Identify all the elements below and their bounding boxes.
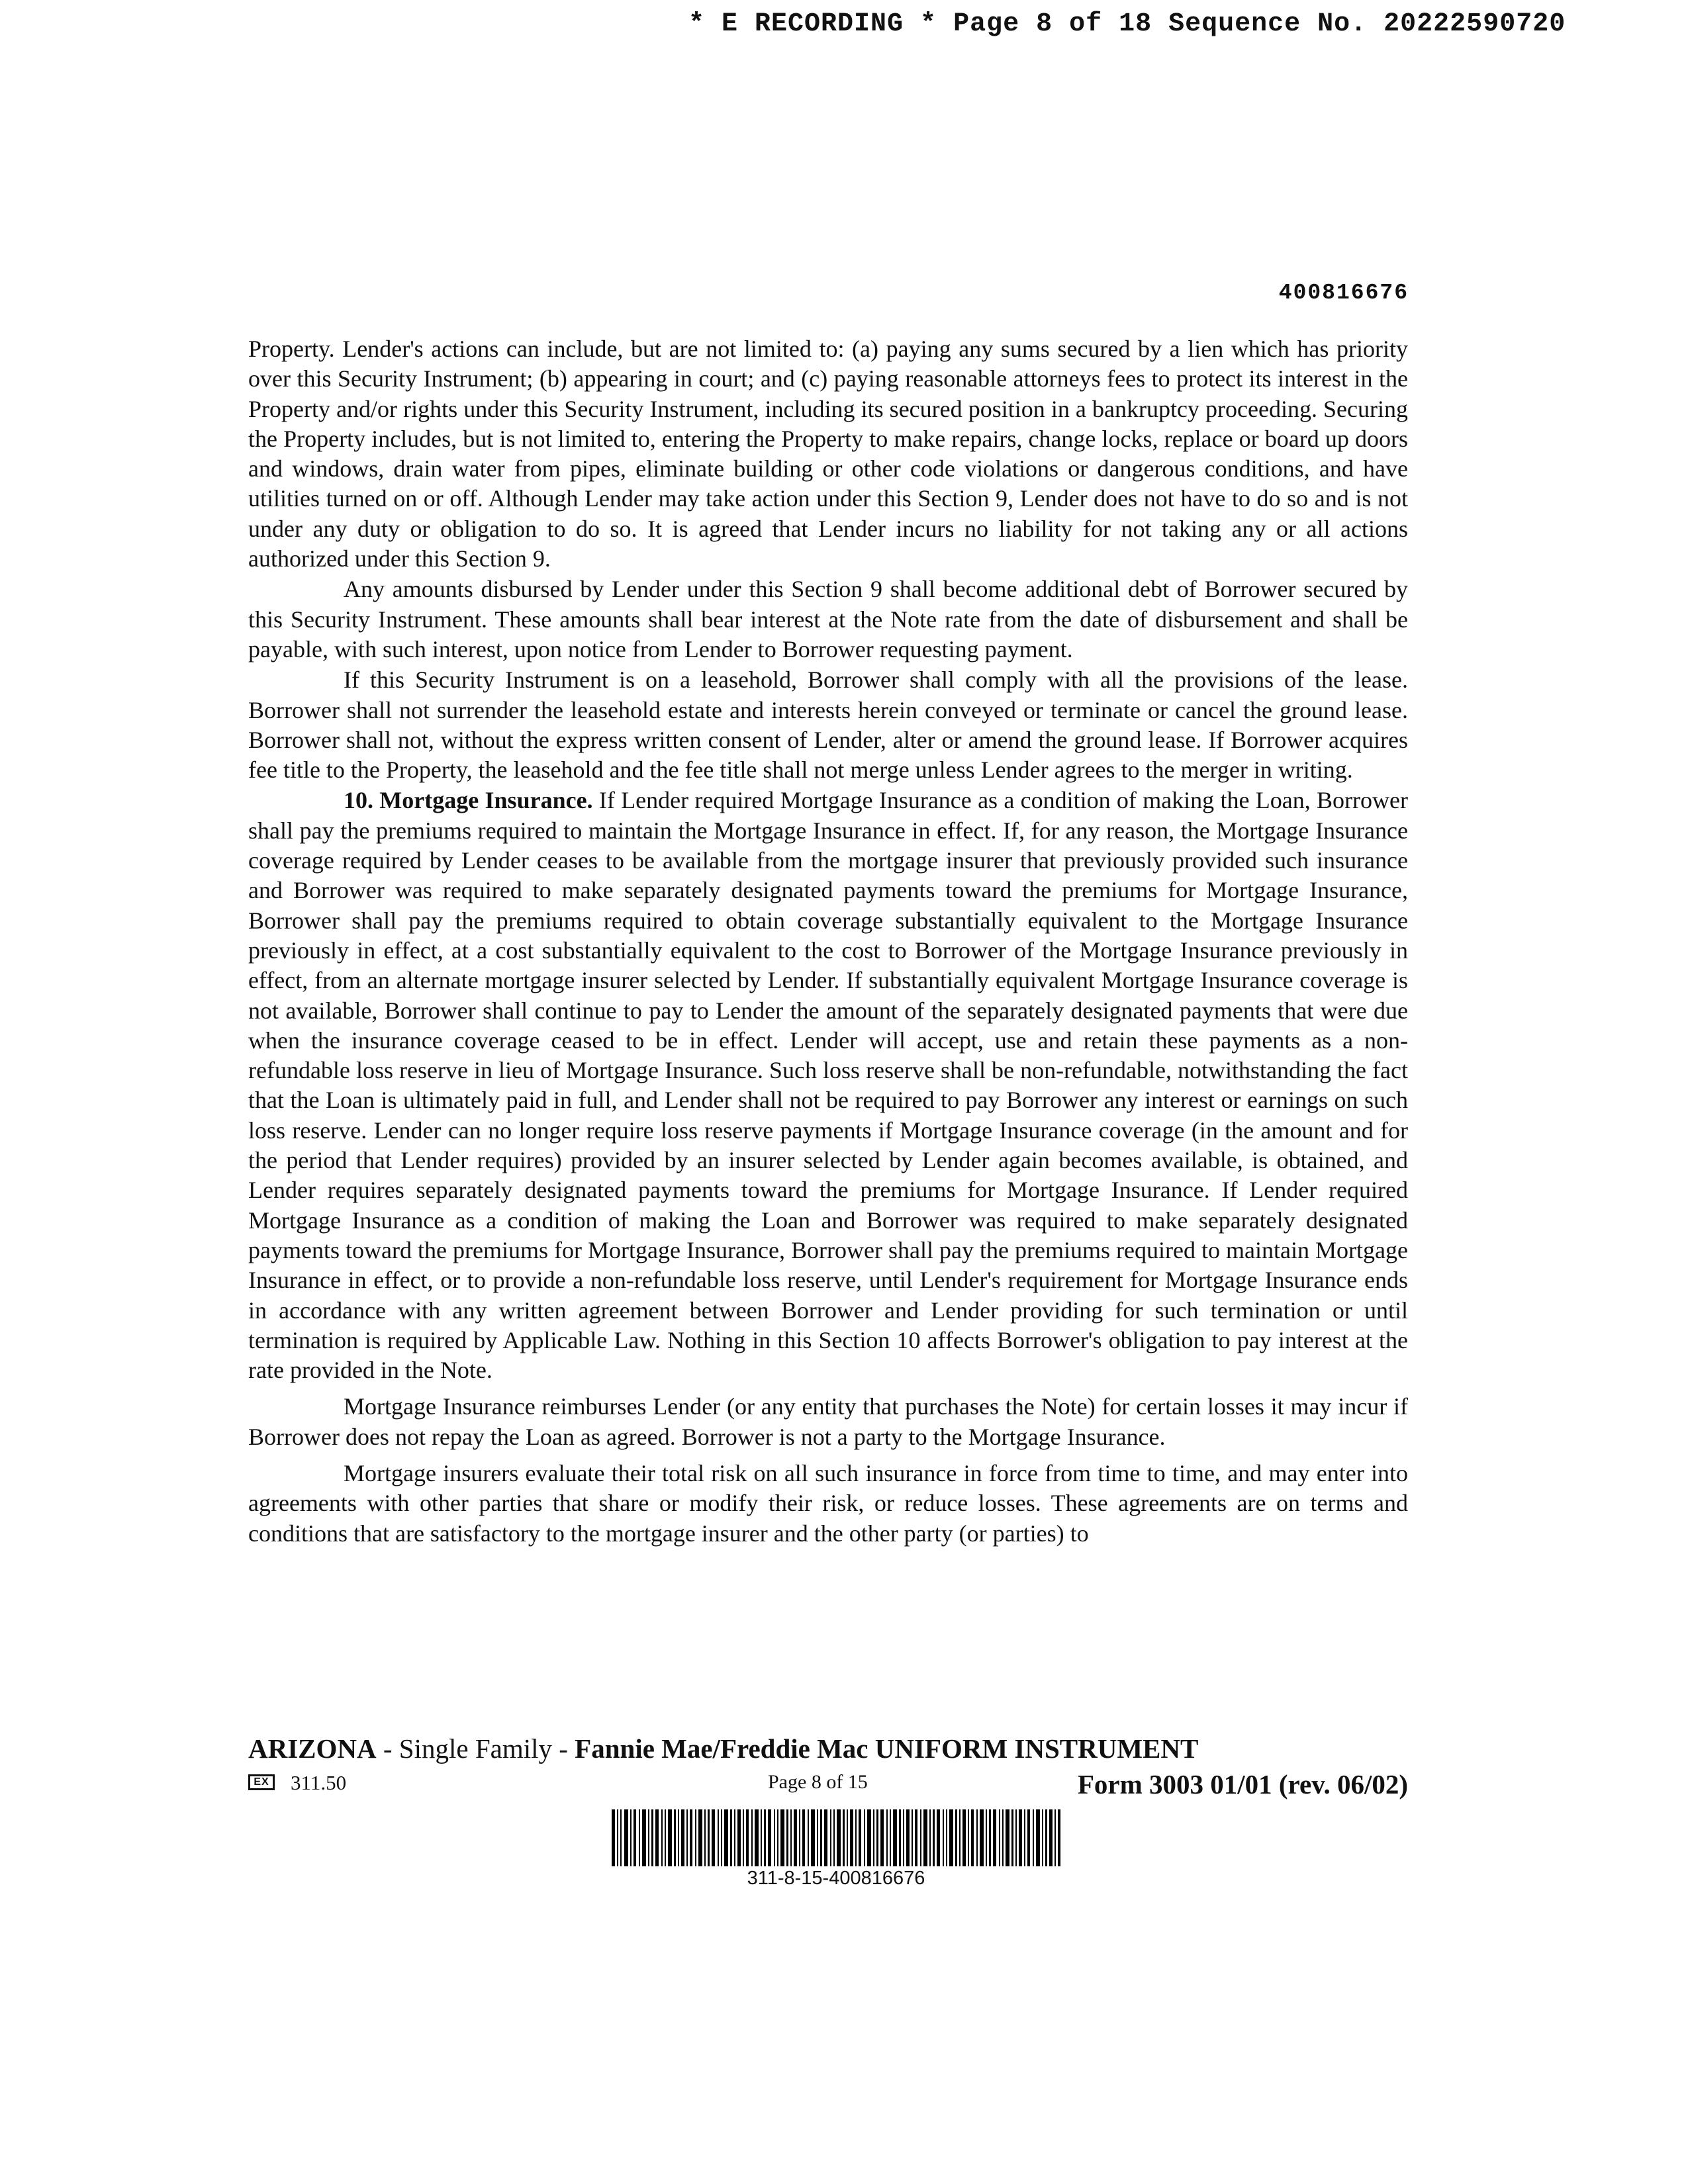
ex-logo-icon: EX [248, 1774, 275, 1790]
paragraph-disbursed-amounts: Any amounts disbursed by Lender under this Section 9 shall become additional debt of Borrower secured by this Security Instrument. These amounts shall bear interest at the Note rate from the date of disbursement and shall be payable, with such interest, upon notice from Lender to Borrower requesting payment. [248, 576, 1408, 662]
paragraph-leasehold: If this Security Instrument is on a leasehold, Borrower shall comply with all the provisions of the lease. Borrower shall not surrender the leasehold estate and interests herein conveyed or terminate or cancel the ground lease. Borrower shall not, without the express written consent of Lender, alter or amend the ground lease. If Borrower acquires fee title to the Property, the leasehold and the fee title shall not merge unless Lender agrees to the merger in writing. [248, 666, 1408, 784]
barcode-number: 311-8-15-400816676 [747, 1868, 925, 1889]
paragraph-insurers-evaluate: Mortgage insurers evaluate their total risk on all such insurance in force from time to time, and may enter into agreements with other parties that share or modify their risk, or reduce losses. These agreements are on terms and conditions that are satisfactory to the mortgage insurer and the other party (or parties) to [248, 1459, 1408, 1547]
footer-form-line [248, 1768, 1408, 1797]
paragraph-section9-actions: Property. Lender's actions can include, but are not limited to: (a) paying any sums secured by a lien which has priority over this Security Instrument; (b) appearing in court; and (c) paying reasonable attorneys fees to protect its interest in the Property and/or rights under this Security Instrument, including its secured position in a bankruptcy proceeding. Securing the Property includes, but is not limited to, entering the Property to make repairs, change locks, replace or board up doors and windows, drain water from pipes, eliminate building or other code violations or dangerous conditions, and have utilities turned on or off. Although Lender may take action under this Section 9, Lender does not have to do so and is not under any duty or obligation to do so. It is agreed that Lender incurs no liability for not taking any or all actions authorized under this Section 9. [248, 336, 1408, 572]
paragraph-mortgage-insurance [248, 786, 1408, 1385]
document-body [248, 334, 1408, 1549]
form-number: Form 3003 01/01 (rev. 06/02) [1077, 1769, 1408, 1799]
footer-state: ARIZONA [248, 1733, 377, 1764]
footer-family: Single Family [399, 1733, 553, 1764]
barcode-icon [612, 1809, 1060, 1866]
loan-number: 400816676 [1278, 281, 1409, 305]
footer-instrument: Fannie Mae/Freddie Mac UNIFORM INSTRUMENT [575, 1733, 1199, 1764]
page-reference: Page 8 of 15 [768, 1771, 868, 1793]
footer-instrument-line [248, 1733, 1198, 1764]
paragraph-insurance-reimburses: Mortgage Insurance reimburses Lender (or any entity that purchases the Note) for certain losses it may incur if Borrower does not repay the Loan as agreed. Borrower is not a party to the Mortgage Insurance. [248, 1393, 1408, 1450]
mortgage-insurance-text: If Lender required Mortgage Insurance as a condition of making the Loan, Borrower shall pay the premiums required to maintain the Mortgage Insurance in effect. If, for any reason, the Mortgage Insurance coverage required by Lender ceases to be available from the mortgage insurer that previously provided such insurance and Borrower was required to make separately designated payments toward the premiums for Mortgage Insurance, Borrower shall pay the premiums required to obtain coverage substantially equivalent to the Mortgage Insurance previously in effect, at a cost substantially equivalent to the cost to Borrower of the Mortgage Insurance previously in effect, from an alternate mortgage insurer selected by Lender. If substantially equivalent Mortgage Insurance coverage is not available, Borrower shall continue to pay to Lender the amount of the separately designated payments that were due when the insurance coverage ceased to be in effect. Lender will accept, use and retain these payments as a non-refundable loss reserve in lieu of Mortgage Insurance. Such loss reserve shall be non-refundable, notwithstanding the fact that the Loan is ultimately paid in full, and Lender shall not be required to pay Borrower any interest or earnings on such loss reserve. Lender can no longer require loss reserve payments if Mortgage Insurance coverage (in the amount and for the period that Lender requires) provided by an insurer selected by Lender again becomes available, is obtained, and Lender requires separately designated payments toward the premiums for Mortgage Insurance. If Lender required Mortgage Insurance as a condition of making the Loan and Borrower was required to make separately designated payments toward the premiums for Mortgage Insurance, Borrower shall pay the premiums required to maintain Mortgage Insurance in effect, or to provide a non-refundable loss reserve, until Lender's requirement for Mortgage Insurance ends in accordance with any written agreement between Borrower and Lender providing for such termination or until termination is required by Applicable Law. Nothing in this Section 10 affects Borrower's obligation to pay interest at the rate provided in the Note. [248, 787, 1408, 1384]
section-heading-mortgage-insurance: 10. Mortgage Insurance. [344, 787, 593, 814]
footer-separator: - [376, 1733, 399, 1764]
form-code: 311.50 [291, 1771, 347, 1794]
footer-separator: - [552, 1733, 575, 1764]
recording-header: * E RECORDING * Page 8 of 18 Sequence No. 20222590720 [688, 9, 1566, 39]
